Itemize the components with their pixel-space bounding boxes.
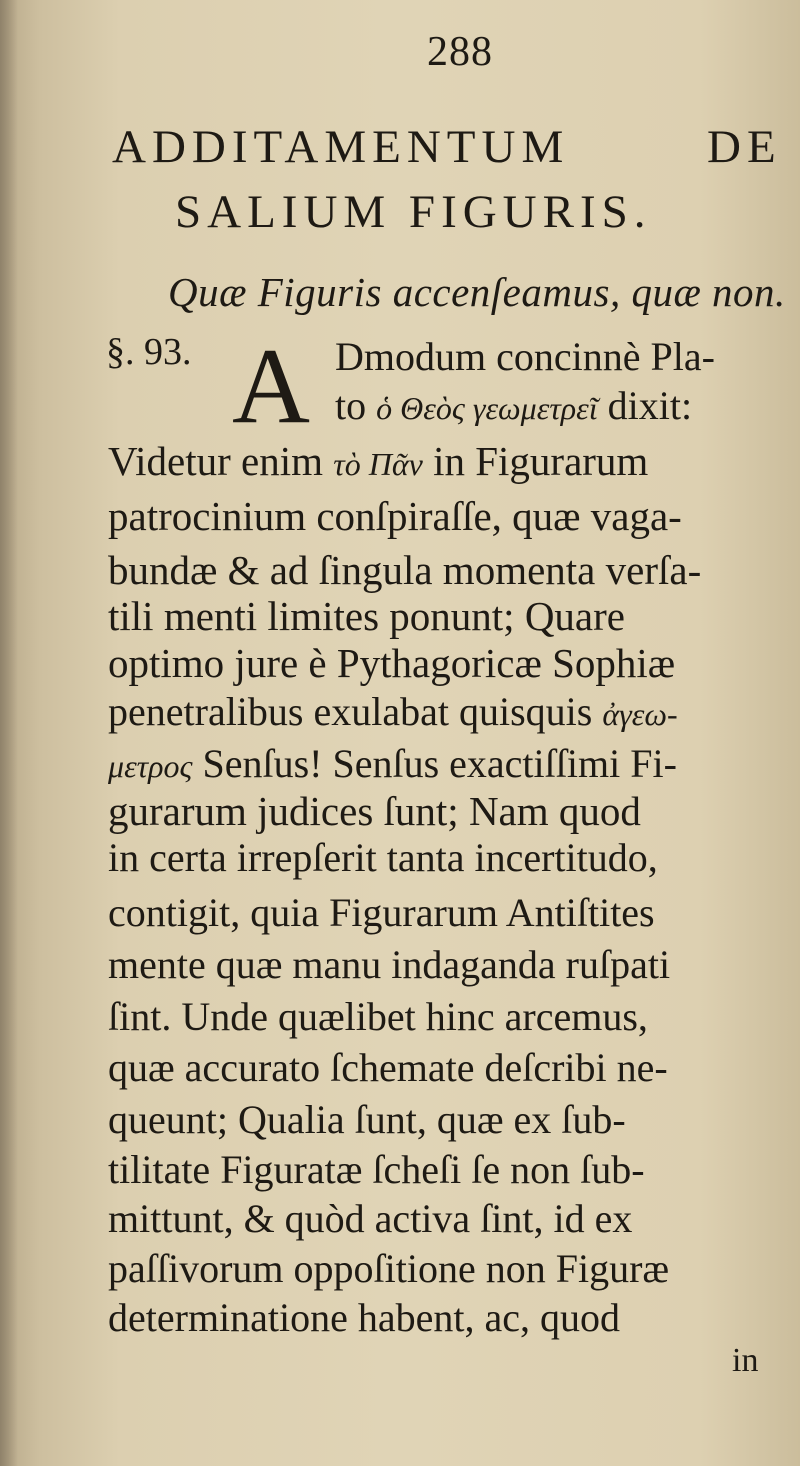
greek-phrase-pan: τὸ Πᾶν: [333, 446, 423, 482]
text-line-16: queunt; Qualia ſunt, quæ ex ſub-: [108, 1097, 626, 1142]
text-line-2-b: dixit:: [607, 383, 693, 428]
text-line-7: optimo jure è Pythagoricæ Sophiæ: [108, 640, 676, 686]
title-line-1: [112, 120, 782, 174]
text-line-9: [108, 741, 677, 786]
text-line-1: Dmodum concinnè Pla-: [335, 334, 715, 379]
catchword: in: [732, 1342, 759, 1379]
greek-phrase-theos: ὁ Θεὸς γεωμετρεῖ: [376, 390, 598, 426]
title-word-de: DE: [707, 121, 782, 173]
text-line-8: [108, 689, 678, 734]
text-line-15: quæ accurato ſchemate deſcribi ne-: [108, 1045, 668, 1090]
text-line-10: gurarum judices ſunt; Nam quod: [108, 788, 641, 834]
text-line-17: tilitate Figuratæ ſcheſi ſe non ſub-: [108, 1147, 645, 1192]
text-line-8-a: penetralibus exulabat quisquis: [108, 689, 593, 734]
text-line-9-b: Senſus! Senſus exactiſſimi Fi-: [202, 741, 677, 786]
greek-word-metros: μετρος: [108, 748, 193, 784]
text-line-12: contigit, quia Figurarum Antiſtites: [108, 890, 655, 935]
title-word-additamentum: ADDITAMENTUM: [112, 121, 570, 173]
text-line-2-a: to: [335, 383, 367, 428]
text-line-18: mittunt, & quòd activa ſint, id ex: [108, 1196, 633, 1241]
text-line-4: patrocinium conſpiraſſe, quæ vaga-: [108, 493, 682, 539]
text-line-13: mente quæ manu indaganda ruſpati: [108, 942, 671, 987]
section-number: §. 93.: [106, 331, 192, 373]
text-line-11: in certa irrepſerit tanta incertitudo,: [108, 835, 658, 880]
text-line-5: bundæ & ad ſingula momenta verſa-: [108, 547, 702, 593]
text-line-20: determinatione habent, ac, quod: [108, 1295, 621, 1340]
text-line-2: [335, 383, 693, 428]
title-line-2: SALIUM FIGURIS.: [175, 186, 652, 238]
text-line-3-b: in Figurarum: [433, 438, 649, 484]
text-line-19: paſſivorum oppoſitione non Figuræ: [108, 1246, 670, 1291]
text-line-14: ſint. Unde quælibet hinc arcemus,: [108, 994, 648, 1039]
text-line-6: tili menti limites ponunt; Quare: [108, 593, 625, 639]
text-line-3: [108, 438, 649, 484]
drop-cap: A: [232, 327, 310, 446]
greek-word-ageo: ἀγεω-: [602, 696, 678, 732]
text-line-3-a: Videtur enim: [108, 438, 324, 484]
section-subtitle: Quæ Figuris accenſeamus, quæ non.: [168, 269, 786, 315]
page-number: 288: [427, 29, 493, 75]
gutter-shadow: [0, 0, 18, 1466]
